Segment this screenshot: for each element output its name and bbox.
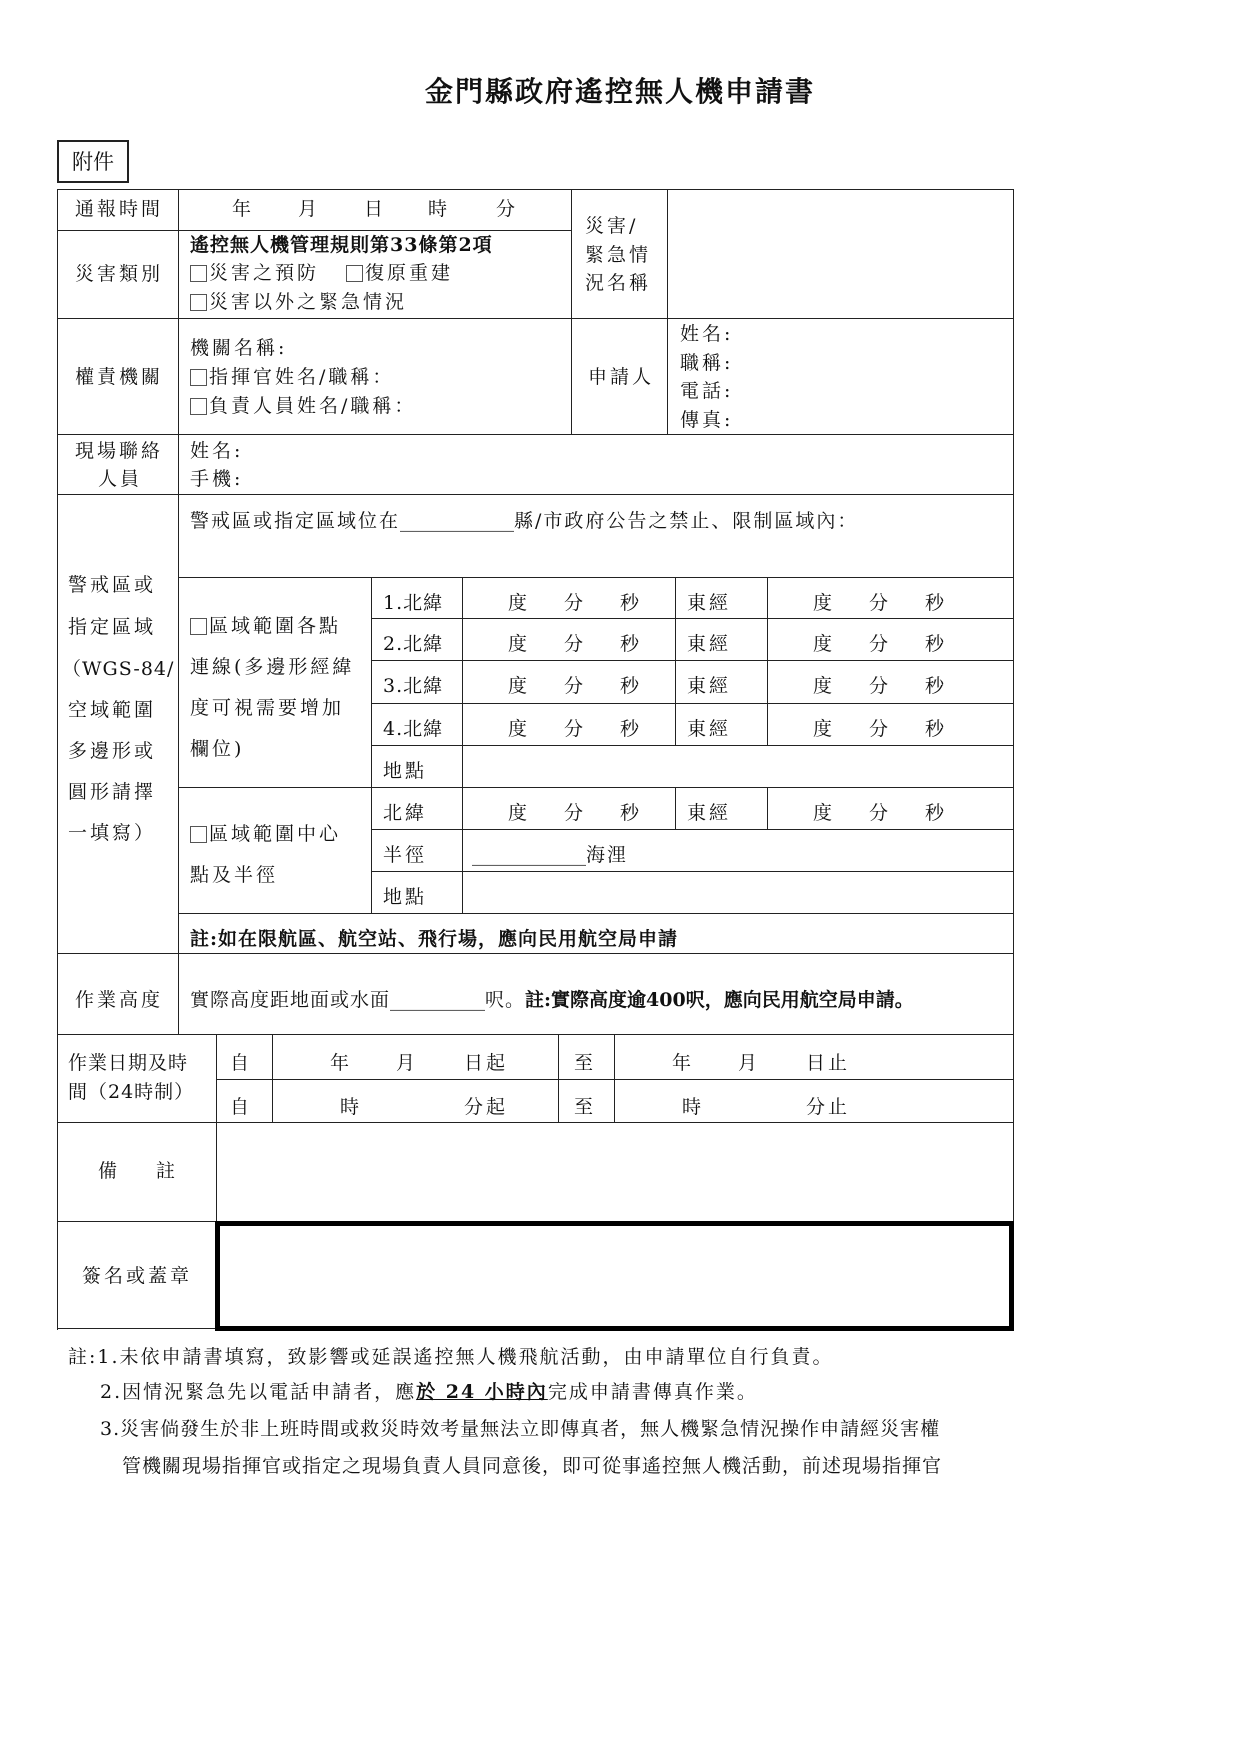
- polygon-lon-label: 東經: [687, 633, 732, 655]
- footnote-1: 註:1.未依申請書填寫，致影響或延誤遙控無人機飛航活動，由申請單位自行負責。: [68, 1346, 834, 1368]
- applicant-fax-field[interactable]: 傳真:: [680, 409, 734, 431]
- footnote-3-line-2: 管機關現場指揮官或指定之現場負責人員同意後，即可從事遙控無人機活動，前述現場指揮官: [122, 1455, 943, 1477]
- table-border-left: [57, 189, 58, 1330]
- circle-lat-label: 北緯: [383, 802, 428, 824]
- applicant-phone-field[interactable]: 電話:: [680, 380, 734, 402]
- area-label-3: （WGS-84/: [62, 658, 175, 680]
- signature-field[interactable]: [215, 1221, 1014, 1331]
- commander-field[interactable]: 指揮官姓名/職稱：: [190, 368, 394, 387]
- checkbox[interactable]: [190, 369, 207, 386]
- disaster-name-field[interactable]: [669, 191, 1012, 317]
- remarks-label: 備 註: [98, 1160, 186, 1182]
- applicant-title-field[interactable]: 職稱:: [680, 352, 734, 374]
- time-from-label: 自: [230, 1096, 253, 1118]
- col-divider: [558, 1034, 559, 1122]
- polygon-lat-label: 1.北緯: [383, 592, 444, 614]
- altitude-field[interactable]: __________: [390, 989, 486, 1011]
- time-to-label: 至: [574, 1096, 597, 1118]
- row-divider: [371, 618, 1014, 619]
- polygon-lat-label: 4.北緯: [383, 718, 444, 740]
- polygon-lon-label: 東經: [687, 592, 732, 614]
- row-divider: [371, 660, 1014, 661]
- month-unit: 月: [298, 198, 321, 220]
- polygon-lon-label: 東經: [687, 675, 732, 697]
- form-title: 金門縣政府遙控無人機申請書: [424, 75, 815, 108]
- disaster-name-label-1: 災害/: [585, 215, 639, 237]
- circle-place-field[interactable]: [464, 873, 1012, 912]
- responsible-person-field[interactable]: 負責人員姓名/職稱：: [190, 397, 416, 416]
- year-unit: 年: [232, 198, 255, 220]
- time-to-field[interactable]: 時 分止: [682, 1096, 851, 1118]
- hour-unit: 時: [428, 198, 451, 220]
- disaster-name-label-2: 緊急情: [585, 244, 652, 266]
- row-divider: [57, 1034, 1014, 1035]
- onsite-mobile-field[interactable]: 手機:: [190, 468, 244, 490]
- row-divider: [371, 829, 1014, 830]
- area-label-2: 指定區域: [68, 616, 157, 638]
- checkbox[interactable]: [190, 618, 207, 635]
- report-time-field[interactable]: [180, 191, 570, 229]
- agency-name-field[interactable]: 機關名稱:: [190, 337, 288, 359]
- date-to-field[interactable]: 年 月 日止: [672, 1052, 851, 1074]
- onsite-name-field[interactable]: 姓名:: [190, 440, 244, 462]
- row-divider: [57, 1221, 217, 1222]
- report-time-label: 通報時間: [75, 198, 164, 220]
- row-divider: [57, 1122, 1014, 1123]
- circle-option-line-2: 點及半徑: [190, 864, 279, 886]
- date-to-label: 至: [574, 1052, 597, 1074]
- area-label-1: 警戒區或: [68, 574, 157, 596]
- polygon-lat-field[interactable]: 度 分 秒: [508, 675, 643, 697]
- day-unit: 日: [364, 198, 387, 220]
- circle-lon-field[interactable]: 度 分 秒: [813, 802, 948, 824]
- deadline-emphasis: 於 24 小時內: [416, 1381, 548, 1403]
- circle-place-label: 地點: [383, 886, 428, 908]
- polygon-option-line-4: 欄位): [190, 738, 245, 760]
- area-label-6: 圓形請擇: [68, 781, 157, 803]
- county-field[interactable]: ____________: [400, 510, 515, 532]
- radius-field[interactable]: ____________海浬: [472, 844, 629, 866]
- col-divider: [216, 1034, 217, 1222]
- polygon-lat-field[interactable]: 度 分 秒: [508, 718, 643, 740]
- col-divider: [614, 1034, 615, 1122]
- row-divider: [178, 913, 1014, 914]
- attachment-badge: 附件: [57, 140, 129, 183]
- option-disaster-prevention[interactable]: 災害之預防: [190, 264, 319, 283]
- row-divider: [371, 703, 1014, 704]
- row-divider: [57, 318, 1014, 319]
- altitude-note: 註:實際高度逾400呎，應向民用航空局申請。: [525, 989, 914, 1011]
- col-divider: [767, 787, 768, 829]
- polygon-lat-field[interactable]: 度 分 秒: [508, 633, 643, 655]
- onsite-contact-label-2: 人員: [98, 468, 143, 490]
- signature-label: 簽名或蓋章: [82, 1265, 193, 1287]
- circle-lat-field[interactable]: 度 分 秒: [508, 802, 643, 824]
- polygon-lon-field[interactable]: 度 分 秒: [813, 592, 948, 614]
- remarks-field[interactable]: [218, 1124, 1012, 1220]
- table-border-top: [57, 189, 1014, 190]
- applicant-name-field[interactable]: 姓名:: [680, 323, 734, 345]
- checkbox[interactable]: [190, 265, 207, 282]
- row-divider: [57, 434, 1014, 435]
- table-border-bottom: [57, 1328, 217, 1329]
- col-divider: [178, 189, 179, 1034]
- checkbox[interactable]: [190, 398, 207, 415]
- row-divider: [371, 871, 1014, 872]
- col-divider: [675, 577, 676, 745]
- schedule-label-2: 間（24時制）: [68, 1081, 195, 1103]
- radius-label: 半徑: [383, 844, 428, 866]
- polygon-lon-field[interactable]: 度 分 秒: [813, 675, 948, 697]
- polygon-lat-label: 3.北緯: [383, 675, 444, 697]
- footnote-2: 2.因情況緊急先以電話申請者，應於 24 小時內完成申請書傳真作業。: [100, 1381, 758, 1403]
- polygon-place-field[interactable]: [464, 747, 1012, 786]
- date-from-field[interactable]: 年 月 日起: [330, 1052, 509, 1074]
- rule-reference: 遙控無人機管理規則第33條第2項: [190, 234, 493, 256]
- row-divider: [216, 1079, 1014, 1080]
- polygon-lon-field[interactable]: 度 分 秒: [813, 633, 948, 655]
- table-border-right-lower: [1013, 1034, 1014, 1222]
- col-divider: [767, 577, 768, 745]
- polygon-lon-label: 東經: [687, 718, 732, 740]
- area-location-line: 警戒區或指定區域位在____________縣/市政府公告之禁止、限制區域內：: [190, 510, 859, 532]
- polygon-option-line-3: 度可視需要增加: [190, 697, 345, 719]
- col-divider: [675, 787, 676, 829]
- polygon-lon-field[interactable]: 度 分 秒: [813, 718, 948, 740]
- time-from-field[interactable]: 時 分起: [340, 1096, 509, 1118]
- row-divider: [371, 745, 1014, 746]
- row-divider: [178, 577, 1014, 578]
- polygon-place-label: 地點: [383, 760, 428, 782]
- date-from-label: 自: [230, 1052, 253, 1074]
- altitude-label: 作業高度: [75, 989, 164, 1011]
- area-label-5: 多邊形或: [68, 740, 157, 762]
- area-note: 註:如在限航區、航空站、飛行場，應向民用航空局申請: [190, 928, 679, 950]
- polygon-lat-label: 2.北緯: [383, 633, 444, 655]
- row-divider: [57, 953, 1014, 954]
- area-label-4: 空域範圍: [68, 699, 157, 721]
- authority-label: 權責機關: [75, 366, 164, 388]
- row-divider: [57, 230, 571, 231]
- polygon-option-line-2: 連線(多邊形經緯: [190, 656, 355, 678]
- minute-unit: 分: [496, 198, 519, 220]
- area-label-7: 一填寫）: [68, 822, 157, 844]
- circle-lon-label: 東經: [687, 802, 732, 824]
- option-recovery[interactable]: 復原重建: [346, 264, 453, 283]
- circle-option[interactable]: 區域範圍中心: [190, 825, 341, 844]
- row-divider: [178, 787, 1014, 788]
- altitude-line: 實際高度距地面或水面__________呎。註:實際高度逾400呎，應向民用航空局申請。: [190, 989, 914, 1011]
- option-non-disaster-emergency[interactable]: 災害以外之緊急情況: [190, 293, 407, 312]
- col-divider: [272, 1034, 273, 1122]
- col-divider: [571, 189, 572, 434]
- polygon-lat-field[interactable]: 度 分 秒: [508, 592, 643, 614]
- table-border-right: [1013, 189, 1014, 1034]
- schedule-label-1: 作業日期及時: [68, 1052, 189, 1074]
- row-divider: [57, 494, 1014, 495]
- footnote-3-line-1: 3.災害倘發生於非上班時間或救災時效考量無法立即傳真者，無人機緊急情況操作申請經災害權: [100, 1418, 941, 1440]
- disaster-type-label: 災害類別: [75, 263, 164, 285]
- col-divider: [667, 189, 668, 434]
- checkbox[interactable]: [190, 826, 207, 843]
- disaster-name-label-3: 況名稱: [585, 272, 652, 294]
- checkbox[interactable]: [346, 265, 363, 282]
- onsite-contact-label-1: 現場聯絡: [75, 440, 164, 462]
- applicant-label: 申請人: [588, 366, 655, 388]
- checkbox[interactable]: [190, 294, 207, 311]
- polygon-option[interactable]: 區域範圍各點: [190, 617, 341, 636]
